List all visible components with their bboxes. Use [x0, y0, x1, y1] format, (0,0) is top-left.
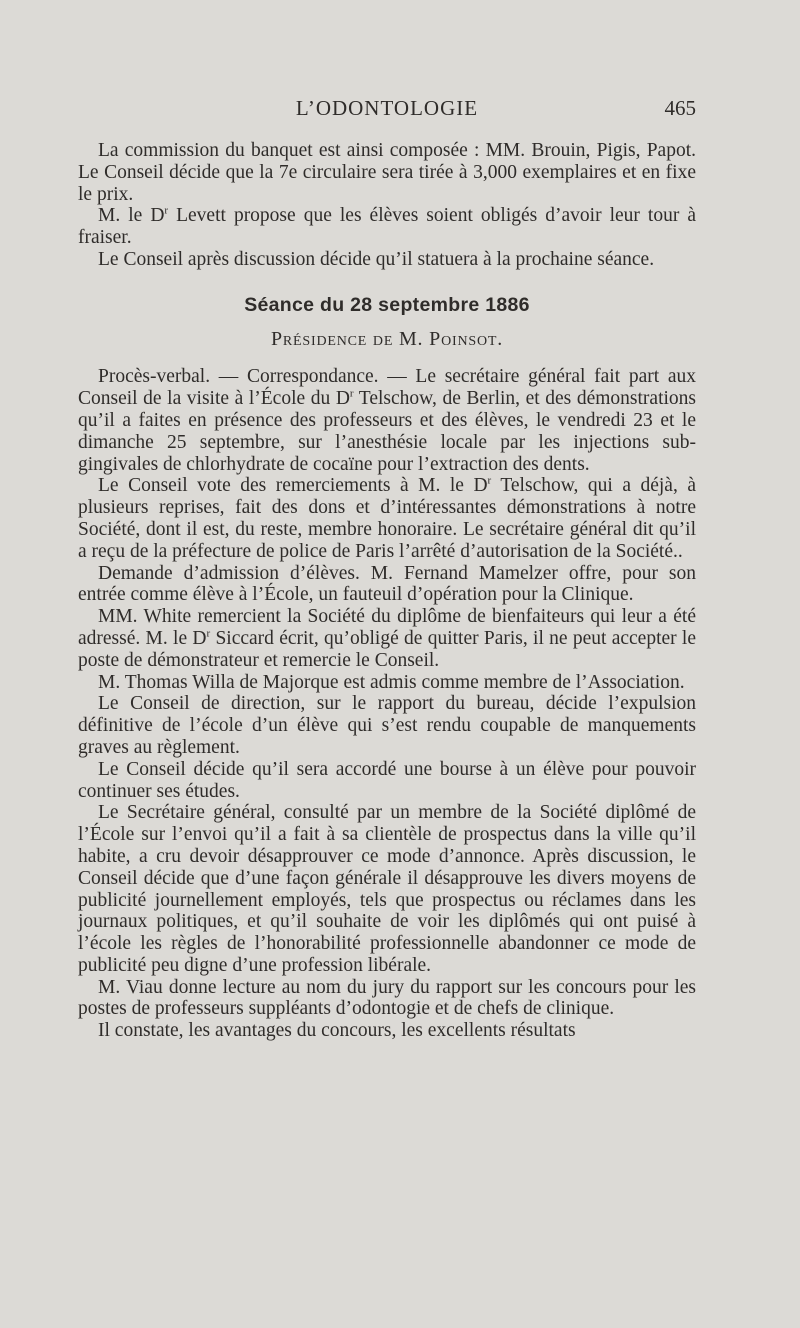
paragraph-concours: Il constate, les avantages du concours, les excellents résultats — [98, 1020, 576, 1042]
page-body — [78, 140, 696, 1042]
paragraph-text-end: Levett propose que les élèves soient obligés d’avoir leur tour à fraiser. — [78, 205, 697, 249]
paragraph-levett-proposal — [78, 205, 696, 249]
journal-title: L’ODONTOLOGIE — [295, 96, 479, 120]
paragraph-text-start: M. le D — [98, 205, 165, 227]
paragraph-jury-report: M. Viau donne lecture au nom du jury du rapport sur les concours pour les postes de professeurs suppléants d’odontogie et de chefs de clinique. — [78, 976, 696, 1020]
paragraph-scholarship: Le Conseil décide qu’il sera accordé une bourse à un élève pour pouvoir continuer ses études. — [78, 758, 696, 802]
paragraph-text-end: Telschow, qui a déjà, à plusieurs reprises, fait des dons et d’intéressantes démonstrations à notre Société, dont il est, du reste, membre honoraire. Le secrétaire général dit qu’il a reçu de la préfecture de police de Paris l’arrêté d’autorisation de la Société.. — [78, 475, 696, 562]
paragraph-new-member: M. Thomas Willa de Majorque est admis comme membre de l’Association. — [98, 671, 685, 693]
paragraph-text-end: Telschow, de Berlin, et des démonstrations qu’il a faites en présence des professeurs et des élèves, le vendredi 23 et le dimanche 25 septembre, sur l’anesthésie locale par les injections sub-gingivales de chlorhydrate de cocaïne pour l’extraction des dents. — [78, 388, 696, 475]
paragraph-text-start: Procès-verbal. — Correspondance. — Le secrétaire général fait part aux Conseil de la visite à l’École du D — [78, 366, 696, 410]
doctor-abbreviation-sup: r — [164, 204, 169, 217]
paragraph-banquet-commission: La commission du banquet est ainsi composée : MM. Brouin, Pigis, Papot. Le Conseil décide que la 7e circulaire sera tirée à 3,000 exemplaires et en fixe le prix. — [78, 140, 696, 205]
doctor-abbreviation-sup: r — [349, 387, 354, 400]
paragraph-expulsion: Le Conseil de direction, sur le rapport du bureau, décide l’expulsion définitive de l’école d’un élève qui s’est rendu coupable de manquements graves au règlement. — [78, 693, 696, 758]
paragraph-council-decision: Le Conseil après discussion décide qu’il statuera à la prochaine séance. — [98, 248, 655, 270]
presidence-line: Présidence de M. Poinsot. — [270, 327, 504, 350]
paragraph-advertising: Le Secrétaire général, consulté par un membre de la Société diplômé de l’École sur l’envoi qu’il a fait à sa clientèle de prospectus dans la ville qu’il habite, a cru devoir désapprouver ce mode d’annonce. Après discussion, le Conseil décide que d’une façon générale il désapprouve les divers moyens de publicité journellement employés, tels que prospectus ou réclames dans les journaux politiques, et qu’il souhaite de voir les diplômés qui ont puisé à l’école les règles de l’honorabilité professionnelle abandonner ce mode de publicité peu digne d’une profession libérale. — [78, 802, 696, 976]
paragraph-white-siccard — [78, 606, 696, 671]
paragraph-text-start: MM. White remercient la Société du diplôme de bienfaiteurs qui leur a été adressé. M. le D — [78, 606, 696, 649]
paragraph-text-start: Le Conseil vote des remerciements à M. le D — [98, 475, 488, 497]
paragraph-proces-verbal — [78, 366, 696, 475]
section-heading: Séance du 28 septembre 1886 — [244, 293, 530, 316]
doctor-abbreviation-sup: r — [487, 474, 492, 487]
running-head — [78, 96, 696, 126]
page-number: 465 — [664, 96, 696, 120]
paragraph-admission-request: Demande d’admission d’élèves. M. Fernand Mamelzer offre, pour son entrée comme élève à l’École, un fauteuil d’opération pour la Clinique. — [78, 562, 696, 606]
doctor-abbreviation-sup: r — [206, 627, 211, 640]
paragraph-thanks-telschow — [78, 475, 696, 562]
paragraph-text-end: Siccard écrit, qu’obligé de quitter Paris, il ne peut accepter le poste de démonstrateur et remercie le Conseil. — [78, 627, 696, 671]
